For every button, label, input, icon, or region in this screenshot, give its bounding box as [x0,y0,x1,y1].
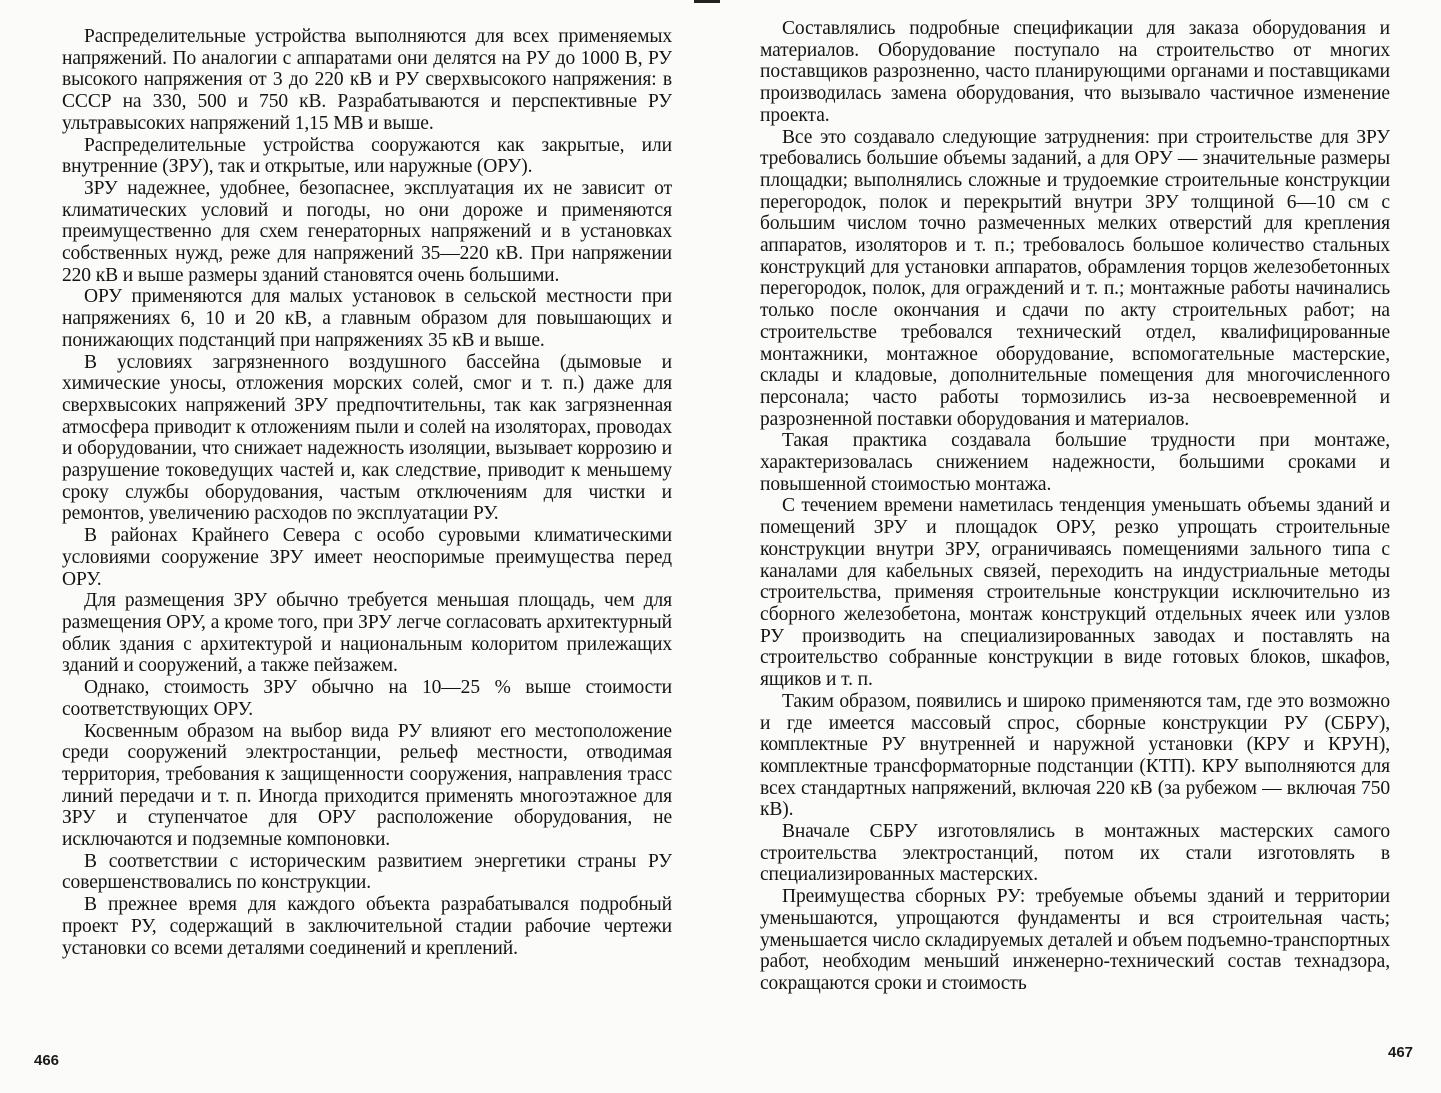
paragraph: Преимущества сборных РУ: требуемые объемы зданий и территории уменьшаются, упрощаются фундаменты и вся строительная часть; уменьшается число складируемых деталей и объем подъемно-транспортных работ, необходим меньший инженерно-технический состав технадзора, сокращаются сроки и стоимость [760,886,1390,994]
paragraph: Все это создавало следующие затруднения: при строительстве для ЗРУ требовались большие объемы заданий, а для ОРУ — значительные размеры площадки; выполнялись сложные и трудоемкие строительные конструкции перегородок, полок и перекрытий внутри ЗРУ толщиной 6—10 см с большим числом точно размеченных мелких отверстий для крепления аппаратов, изоляторов и т. п.; требовалось большое количество стальных конструкций для установки аппаратов, обрамления торцов железобетонных перегородок, полок, для ограждений и т. п.; монтажные работы начинались только после окончания и сдачи по акту строительных работ; на строительстве требовался технический отдел, квалифицированные монтажники, монтажное оборудование, вспомогательные мастерские, склады и кладовые, дополнительные помещения для многочисленного персонала; часто работы тормозились из-за несвоевременной и разрозненной поставки оборудования и материалов. [760,126,1390,430]
paragraph: ОРУ применяются для малых установок в сельской местности при напряжениях 6, 10 и 20 кВ, а главным образом для повышающих и понижающих подстанций при напряжениях 35 кВ и выше. [62,286,672,351]
paragraph: В условиях загрязненного воздушного бассейна (дымовые и химические уносы, отложения морских солей, смог и т. п.) даже для сверхвысоких напряжений ЗРУ предпочтительны, так как загрязненная атмосфера приводит к отложениям пыли и солей на изоляторах, проводах и оборудовании, что снижает надежность изоляции, вызывает коррозию и разрушение токоведущих частей и, как следствие, приводит к меньшему сроку службы оборудования, частым отключениям для чистки и ремонтов, увеличению расходов по эксплуатации РУ. [62,351,672,525]
right-page-text [760,18,1390,995]
paragraph: Распределительные устройства сооружаются как закрытые, или внутренние (ЗРУ), так и открытые, или наружные (ОРУ). [62,134,672,178]
paragraph: Таким образом, появились и широко применяются там, где это возможно и где имеется массовый спрос, сборные конструкции РУ (СБРУ), комплектные РУ внутренней и наружной установки (КРУ и КРУН), комплектные трансформаторные подстанции (КТП). КРУ выполняются для всех стандартных напряжений, включая 220 кВ (за рубежом — включая 750 кВ). [760,690,1390,821]
left-page [0,0,720,1093]
paragraph: С течением времени наметилась тенденция уменьшать объемы зданий и помещений ЗРУ и площадок ОРУ, резко упрощать строительные конструкции внутри ЗРУ, ограничиваясь помещениями зального типа с каналами для кабельных связей, переходить на индустриальные методы строительства, применяя строительные конструкции исключительно из сборного железобетона, монтаж конструкций отдельных ячеек или узлов РУ производить на специализированных заводах и поставлять на строительство собранные конструкции в виде готовых блоков, шкафов, ящиков и т. п. [760,495,1390,691]
paragraph: В прежнее время для каждого объекта разрабатывался подробный проект РУ, содержащий в заключительной стадии рабочие чертежи установки со всеми деталями соединений и креплений. [62,894,672,959]
paragraph: Распределительные устройства выполняются для всех применяемых напряжений. По аналогии с аппаратами они делятся на РУ до 1000 В, РУ высокого напряжения от 3 до 220 кВ и РУ сверхвысокого напряжения: в СССР на 330, 500 и 750 кВ. Разрабатываются и перспективные РУ ультравысоких напряжений 1,15 МВ и выше. [62,26,672,134]
paragraph: Однако, стоимость ЗРУ обычно на 10—25 % выше стоимости соответствующих ОРУ. [62,677,672,720]
right-page [720,0,1441,1093]
paragraph: Вначале СБРУ изготовлялись в монтажных мастерских самого строительства электростанций, потом их стали изготовлять в специализированных мастерских. [760,821,1390,886]
paragraph: Косвенным образом на выбор вида РУ влияют его местоположение среди сооружений электростанции, рельеф местности, отводимая территория, требования к защищенности сооружения, направления трасс линий передачи и т. п. Иногда приходится применять многоэтажное для ЗРУ и ступенчатое для ОРУ расположение оборудования, не исключаются и подземные компоновки. [62,720,672,851]
paragraph: В соответствии с историческим развитием энергетики страны РУ совершенствовались по конструкции. [62,850,672,894]
page-number-left: 466 [34,1052,60,1069]
left-page-text [62,26,672,959]
paragraph: ЗРУ надежнее, удобнее, безопаснее, эксплуатация их не зависит от климатических условий и погоды, но они дороже и применяются преимущественно для схем генераторных напряжений и в установках собственных нужд, реже для напряжений 35—220 кВ. При напряжении 220 кВ и выше размеры зданий становятся очень большими. [62,177,672,286]
paragraph: Для размещения ЗРУ обычно требуется меньшая площадь, чем для размещения ОРУ, а кроме того, при ЗРУ легче согласовать архитектурный облик здания с архитектурой и национальным колоритом прилежащих зданий и сооружений, а также пейзажем. [62,590,672,677]
paragraph: В районах Крайнего Севера с особо суровыми климатическими условиями сооружение ЗРУ имеет неоспоримые преимущества перед ОРУ. [62,525,672,590]
page-number-right: 467 [1388,1044,1414,1061]
paragraph: Такая практика создавала большие трудности при монтаже, характеризовалась снижением надежности, большими сроками и повышенной стоимостью монтажа. [760,430,1390,495]
paragraph: Составлялись подробные спецификации для заказа оборудования и материалов. Оборудование поступало на строительство от многих поставщиков разрозненно, часто планирующими органами и поставщиками производилась замена оборудования, что вызывало частичное изменение проекта. [760,18,1390,126]
